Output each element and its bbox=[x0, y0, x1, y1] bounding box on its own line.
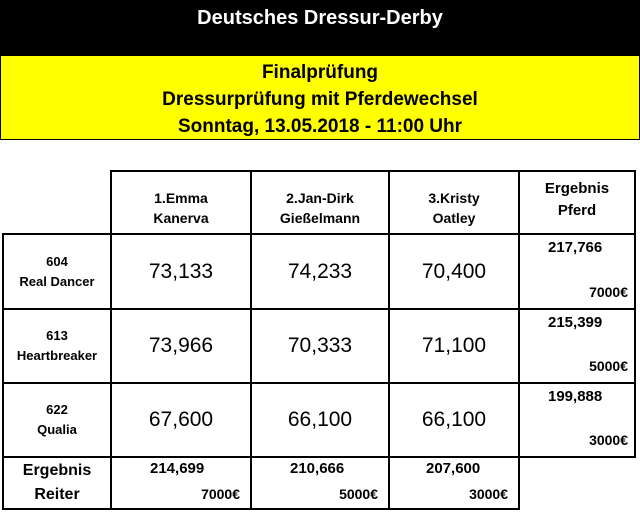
competition-type: Dressurprüfung mit Pferdewechsel bbox=[162, 89, 478, 110]
rider-3-line2: Oatley bbox=[432, 209, 476, 226]
rider-total: 214,699 bbox=[150, 460, 205, 477]
score-value: 66,100 bbox=[287, 408, 353, 431]
rider-total: 207,600 bbox=[426, 460, 481, 477]
table-edge bbox=[518, 456, 520, 510]
horse-total: 199,888 bbox=[548, 388, 603, 405]
score-cell bbox=[388, 308, 518, 382]
score-value: 73,133 bbox=[148, 259, 214, 283]
result-rider-label-line1: Ergebnis bbox=[22, 462, 92, 479]
score-cell bbox=[250, 233, 388, 308]
rider-2-line1: 2.Jan-Dirk bbox=[286, 189, 354, 206]
score-cell bbox=[110, 233, 250, 308]
competition-name: Finalprüfung bbox=[261, 62, 379, 83]
score-cell bbox=[250, 382, 388, 456]
horse-result-cell bbox=[518, 382, 636, 458]
rider-result-cell bbox=[250, 456, 388, 510]
result-horse-header bbox=[518, 170, 636, 233]
rider-1-line1: 1.Emma bbox=[154, 189, 208, 206]
event-title-banner bbox=[0, 0, 640, 55]
result-rider-label bbox=[2, 456, 110, 510]
score-cell bbox=[110, 382, 250, 456]
horse-total: 217,766 bbox=[548, 239, 603, 256]
score-value: 71,100 bbox=[421, 334, 487, 357]
result-horse-header-line2: Pferd bbox=[557, 202, 597, 219]
horse-label-604 bbox=[2, 233, 110, 308]
score-value: 73,966 bbox=[148, 334, 214, 357]
score-cell bbox=[250, 308, 388, 382]
horse-total: 215,399 bbox=[548, 314, 603, 331]
rider-header-3 bbox=[388, 170, 518, 233]
result-rider-label-line2: Reiter bbox=[34, 486, 80, 503]
event-info-banner bbox=[0, 55, 640, 140]
rider-3-line1: 3.Kristy bbox=[428, 189, 480, 206]
score-value: 67,600 bbox=[148, 408, 214, 431]
rider-prize: 7000€ bbox=[201, 486, 240, 502]
horse-name: Heartbreaker bbox=[16, 348, 98, 363]
rider-result-cell bbox=[110, 456, 250, 510]
horse-name: Real Dancer bbox=[19, 273, 95, 289]
score-value: 74,233 bbox=[287, 259, 353, 283]
horse-label-622 bbox=[2, 382, 110, 456]
rider-header-2 bbox=[250, 170, 388, 233]
rider-result-cell bbox=[388, 456, 518, 510]
horse-number: 604 bbox=[46, 253, 68, 269]
result-horse-header-line1: Ergebnis bbox=[544, 180, 610, 197]
score-cell bbox=[388, 382, 518, 456]
rider-total: 210,666 bbox=[290, 460, 345, 477]
rider-prize: 3000€ bbox=[469, 486, 508, 502]
score-cell bbox=[388, 233, 518, 308]
event-title: Deutsches Dressur-Derby bbox=[197, 7, 443, 29]
competition-datetime: Sonntag, 13.05.2018 - 11:00 Uhr bbox=[177, 116, 463, 137]
horse-label-613 bbox=[2, 308, 110, 382]
score-value: 70,400 bbox=[421, 259, 487, 283]
score-value: 70,333 bbox=[287, 334, 353, 357]
rider-header-1 bbox=[110, 170, 250, 233]
horse-result-cell bbox=[518, 233, 636, 308]
horse-name: Qualia bbox=[37, 422, 77, 437]
score-value: 66,100 bbox=[421, 408, 487, 431]
horse-prize: 7000€ bbox=[589, 284, 628, 300]
rider-2-line2: Gießelmann bbox=[279, 209, 361, 226]
rider-1-line2: Kanerva bbox=[153, 209, 209, 226]
horse-number: 622 bbox=[46, 402, 68, 417]
horse-prize: 5000€ bbox=[589, 358, 628, 374]
horse-result-cell bbox=[518, 308, 636, 382]
score-cell bbox=[110, 308, 250, 382]
horse-number: 613 bbox=[46, 328, 68, 343]
rider-prize: 5000€ bbox=[339, 486, 378, 502]
horse-prize: 3000€ bbox=[589, 432, 628, 448]
